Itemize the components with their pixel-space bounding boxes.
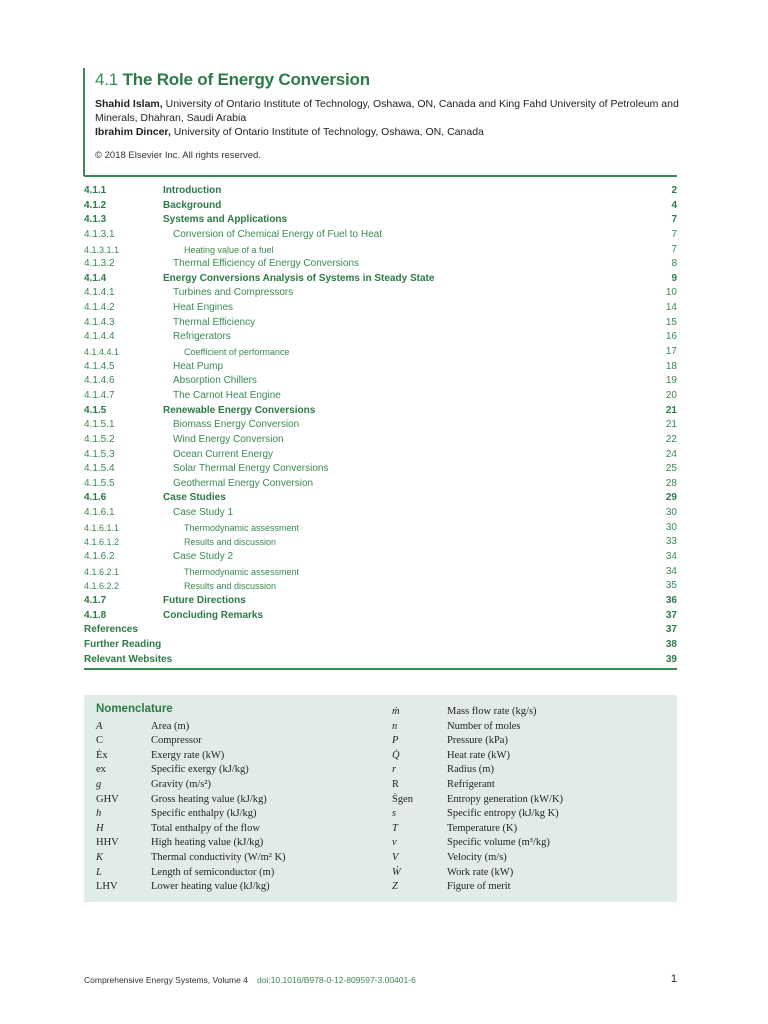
toc-entry[interactable] [84, 418, 677, 433]
toc-entry[interactable] [84, 550, 677, 565]
nomenclature-definition: Heat rate (kW) [447, 749, 510, 761]
toc-entry[interactable] [84, 316, 677, 331]
nomenclature-symbol: LHV [96, 881, 118, 893]
toc-entry-title: Biomass Energy Conversion [173, 419, 300, 431]
nomenclature-symbol: Q̇ [392, 749, 400, 761]
toc-entry-number: 4.1.6.1 [84, 507, 115, 519]
toc-entry-page: 21 [665, 419, 677, 431]
toc-entry-title: Systems and Applications [163, 214, 288, 226]
toc-entry[interactable] [84, 506, 677, 521]
toc-entry-number: 4.1.4.5 [84, 360, 115, 372]
nomenclature-symbol: g [96, 779, 102, 790]
toc-entry-page: 10 [665, 287, 677, 299]
toc-entry-title: Thermal Efficiency [173, 316, 256, 328]
author-1-affiliation: University of Ontario Institute of Technology, Oshawa, ON, Canada and King Fahd University of Petroleum and Minerals, Dhahran, Saudi Arabia [95, 98, 679, 124]
footer-book-title: Comprehensive Energy Systems, Volume 4 [84, 975, 248, 985]
toc-entry-page: 7 [671, 228, 677, 240]
toc-entry-page: 16 [665, 331, 677, 343]
toc-entry-title: Coefficient of performance [184, 347, 290, 358]
toc-entry-number: 4.1.3 [84, 214, 107, 226]
toc-entry-title: Wind Energy Conversion [173, 433, 284, 445]
toc-entry[interactable] [84, 389, 677, 404]
nomenclature-symbol: Ẇ [392, 866, 401, 878]
nomenclature-definition: Gravity (m/s²) [151, 779, 212, 790]
chapter-title [95, 70, 370, 90]
toc-entry[interactable] [84, 433, 677, 448]
nomenclature-symbol: h [96, 808, 102, 820]
nomenclature-title: Nomenclature [96, 703, 173, 715]
toc-entry[interactable] [84, 638, 677, 653]
toc-entry-page: 8 [671, 258, 677, 270]
author-2-affiliation: University of Ontario Institute of Technology, Oshawa, ON, Canada [170, 126, 484, 138]
toc-entry-title: Geothermal Energy Conversion [173, 477, 314, 489]
toc-entry[interactable] [84, 448, 677, 463]
toc-entry-page: 7 [671, 214, 677, 226]
toc-entry-title: Further Reading [84, 638, 162, 650]
toc-entry-page: 7 [671, 243, 677, 255]
toc-entry-title: Energy Conversions Analysis of Systems in Steady State [163, 272, 435, 284]
toc-entry-page: 34 [665, 565, 677, 577]
toc-entry-number: 4.1.5.3 [84, 448, 115, 460]
author-1-name: Shahid Islam, [95, 98, 163, 110]
toc-entry-page: 33 [665, 536, 677, 548]
toc-entry-page: 21 [665, 404, 677, 416]
toc-entry-number: 4.1.5.5 [84, 477, 115, 489]
toc-entry-page: 34 [665, 551, 677, 563]
nomenclature-definition: Specific exergy (kJ/kg) [151, 764, 249, 776]
toc-entry-title: Case Studies [163, 492, 226, 504]
toc-entry[interactable] [84, 477, 677, 492]
toc-entry-title: Thermodynamic assessment [184, 522, 300, 533]
nomenclature-symbol: ṁ [392, 706, 400, 717]
copyright-notice: © 2018 Elsevier Inc. All rights reserved. [95, 150, 261, 161]
toc-entry[interactable] [84, 609, 677, 624]
toc-entry-title: Ocean Current Energy [173, 448, 274, 460]
toc-entry-page: 29 [665, 492, 677, 504]
nomenclature-symbol: C [96, 735, 104, 747]
toc-entry-number: 4.1.4.2 [84, 302, 115, 314]
nomenclature-definition: Area (m) [151, 720, 190, 732]
toc-entry-title: Absorption Chillers [173, 375, 257, 387]
toc-entry-number: 4.1.8 [84, 609, 107, 621]
nomenclature-definition: Specific entropy (kJ/kg K) [447, 808, 559, 820]
toc-entry-number: 4.1.3.1 [84, 228, 115, 240]
toc-entry[interactable] [84, 594, 677, 609]
toc-entry-page: 15 [665, 316, 677, 328]
nomenclature-definition: Figure of merit [447, 881, 511, 893]
toc-entry-title: Introduction [163, 185, 222, 196]
toc-entry[interactable] [84, 653, 677, 668]
nomenclature-definition: Mass flow rate (kg/s) [447, 706, 537, 717]
table-of-contents [84, 184, 677, 667]
toc-entry-page: 37 [665, 609, 677, 621]
toc-entry-page: 30 [665, 521, 677, 533]
nomenclature-definition: Thermal conductivity (W/m² K) [151, 852, 286, 863]
toc-entry[interactable] [84, 360, 677, 375]
nomenclature-symbol: s [392, 808, 397, 820]
title-text: The Role of Energy Conversion [122, 70, 370, 89]
toc-entry-page: 9 [671, 272, 677, 284]
toc-entry-title: Thermal Efficiency of Energy Conversions [173, 258, 360, 270]
toc-entry[interactable] [84, 243, 677, 258]
nomenclature-definition: Entropy generation (kW/K) [447, 793, 564, 805]
author-1 [95, 97, 695, 125]
toc-entry-number: 4.1.7 [84, 594, 107, 606]
toc-entry-title: Case Study 1 [173, 507, 234, 519]
nomenclature-symbol: A [96, 720, 103, 732]
toc-entry-number: 4.1.5.1 [84, 419, 115, 431]
toc-entry-number: 4.1.5.2 [84, 433, 115, 445]
toc-entry[interactable] [84, 257, 677, 272]
toc-entry-number: 4.1.2 [84, 199, 107, 211]
nomenclature-definition: Gross heating value (kJ/kg) [151, 793, 267, 805]
toc-entry-title: Heating value of a fuel [184, 244, 274, 255]
toc-entry-number: 4.1.5.4 [84, 463, 115, 475]
toc-top-rule [84, 175, 677, 177]
toc-entry-number: 4.1.3.2 [84, 258, 115, 270]
toc-entry[interactable] [84, 579, 677, 594]
toc-entry[interactable] [84, 535, 677, 550]
toc-entry-page: 2 [671, 185, 677, 196]
toc-entry-number: 4.1.4.1 [84, 287, 115, 299]
nomenclature-symbol: T [392, 822, 398, 834]
nomenclature-symbol: Z [392, 881, 398, 893]
toc-entry-title: The Carnot Heat Engine [173, 389, 281, 401]
toc-entry-page: 19 [665, 375, 677, 387]
section-number: 4.1 [95, 70, 119, 89]
toc-entry-title: Results and discussion [184, 581, 277, 592]
toc-entry-title: Results and discussion [184, 537, 277, 548]
toc-entry-number: 4.1.3.1.1 [84, 244, 120, 255]
nomenclature-definition: Length of semiconductor (m) [151, 866, 275, 878]
toc-entry-page: 30 [665, 507, 677, 519]
toc-entry-title: Refrigerators [173, 331, 231, 343]
nomenclature-definition: Velocity (m/s) [447, 852, 507, 863]
page-number: 1 [670, 973, 677, 985]
header-accent-bar [83, 68, 85, 176]
toc-entry-title: Case Study 2 [173, 551, 234, 563]
toc-entry-page: 38 [665, 638, 677, 650]
toc-entry-title: Thermodynamic assessment [184, 566, 300, 577]
toc-bottom-rule [84, 668, 677, 670]
toc-entry-page: 25 [665, 463, 677, 475]
nomenclature-definition: Number of moles [447, 720, 521, 732]
toc-entry-page: 18 [665, 360, 677, 372]
toc-entry-page: 37 [665, 624, 677, 636]
nomenclature-definition: Compressor [151, 735, 202, 747]
nomenclature-symbol: v [392, 837, 397, 849]
toc-entry[interactable] [84, 491, 677, 506]
nomenclature-definition: Radius (m) [447, 764, 494, 776]
nomenclature-definition: Total enthalpy of the flow [151, 822, 260, 834]
author-2-name: Ibrahim Dincer, [95, 126, 171, 138]
toc-entry[interactable] [84, 565, 677, 580]
nomenclature-symbol: L [96, 866, 102, 878]
toc-entry-number: 4.1.4 [84, 272, 107, 284]
toc-entry[interactable] [84, 623, 677, 638]
toc-entry-page: 22 [665, 433, 677, 445]
toc-entry[interactable] [84, 404, 677, 419]
toc-entry-page: 35 [665, 580, 677, 592]
toc-entry[interactable] [84, 374, 677, 389]
toc-entry-title: References [84, 624, 138, 636]
toc-entry-page: 4 [671, 199, 677, 211]
toc-entry-number: 4.1.5 [84, 404, 107, 416]
nomenclature-symbol: GHV [96, 793, 119, 805]
toc-entry-number: 4.1.4.7 [84, 389, 115, 401]
nomenclature-definition: High heating value (kJ/kg) [151, 837, 264, 849]
toc-entry-page: 24 [665, 448, 677, 460]
toc-entry-page: 28 [665, 477, 677, 489]
toc-entry-number: 4.1.6.2 [84, 551, 115, 563]
toc-entry[interactable] [84, 213, 677, 228]
toc-entry-page: 39 [665, 653, 677, 665]
nomenclature-symbol: ex [96, 764, 106, 776]
toc-entry-page: 36 [665, 594, 677, 606]
toc-entry-number: 4.1.6.1.2 [84, 537, 120, 548]
toc-entry-title: Concluding Remarks [163, 609, 264, 621]
toc-entry-number: 4.1.4.3 [84, 316, 115, 328]
toc-entry[interactable] [84, 521, 677, 536]
toc-entry[interactable] [84, 330, 677, 345]
nomenclature-definition: Specific enthalpy (kJ/kg) [151, 808, 257, 820]
toc-entry-number: 4.1.6.2.1 [84, 566, 120, 577]
nomenclature-definition: Exergy rate (kW) [151, 749, 225, 761]
nomenclature-symbol: R [392, 779, 400, 790]
toc-entry-number: 4.1.6 [84, 492, 107, 504]
toc-entry-title: Future Directions [163, 594, 246, 606]
toc-entry-title: Conversion of Chemical Energy of Fuel to Heat [173, 228, 382, 240]
nomenclature-definition: Work rate (kW) [447, 866, 514, 878]
toc-entry-title: Turbines and Compressors [173, 287, 294, 299]
toc-entry[interactable] [84, 184, 677, 199]
toc-entry-title: Heat Engines [173, 302, 234, 314]
nomenclature-symbol: P [392, 735, 399, 747]
nomenclature-symbol: HHV [96, 837, 119, 849]
toc-entry[interactable] [84, 345, 677, 360]
toc-entry[interactable] [84, 228, 677, 243]
nomenclature-definition: Specific volume (m³/kg) [447, 837, 550, 849]
nomenclature-symbol: H [96, 822, 104, 834]
toc-entry-number: 4.1.4.4.1 [84, 347, 120, 358]
nomenclature-definition: Lower heating value (kJ/kg) [151, 881, 270, 893]
nomenclature-symbol: Ėx [96, 749, 108, 761]
nomenclature-symbol: Ṡgen [392, 793, 413, 805]
toc-entry-page: 20 [665, 389, 677, 401]
nomenclature-symbol: r [392, 764, 397, 776]
authors-block [95, 97, 695, 139]
nomenclature-definition: Temperature (K) [447, 822, 518, 834]
toc-entry-title: Renewable Energy Conversions [163, 404, 316, 416]
toc-entry-title: Background [163, 199, 222, 211]
nomenclature-definition: Pressure (kPa) [447, 735, 508, 747]
nomenclature-symbol: n [392, 720, 398, 732]
nomenclature-box [84, 695, 677, 902]
author-2 [95, 125, 695, 139]
toc-entry-page: 14 [665, 302, 677, 314]
toc-entry-title: Relevant Websites [84, 653, 173, 665]
toc-entry-number: 4.1.6.2.2 [84, 581, 120, 592]
nomenclature-symbol: K [96, 852, 104, 863]
toc-entry[interactable] [84, 199, 677, 214]
toc-entry-title: Heat Pump [173, 360, 224, 372]
toc-entry[interactable] [84, 272, 677, 287]
toc-entry-number: 4.1.4.4 [84, 331, 115, 343]
toc-entry[interactable] [84, 462, 677, 477]
toc-entry-title: Solar Thermal Energy Conversions [173, 463, 329, 475]
toc-entry[interactable] [84, 286, 677, 301]
toc-entry-number: 4.1.6.1.1 [84, 522, 120, 533]
toc-entry-page: 17 [665, 346, 677, 358]
nomenclature-definition: Refrigerant [447, 779, 495, 790]
nomenclature-symbol: V [392, 852, 399, 863]
footer-doi-link[interactable]: doi:10.1016/B978-0-12-809597-3.00401-6 [257, 975, 416, 985]
toc-entry-number: 4.1.4.6 [84, 375, 115, 387]
toc-entry[interactable] [84, 301, 677, 316]
toc-entry-number: 4.1.1 [84, 185, 107, 196]
